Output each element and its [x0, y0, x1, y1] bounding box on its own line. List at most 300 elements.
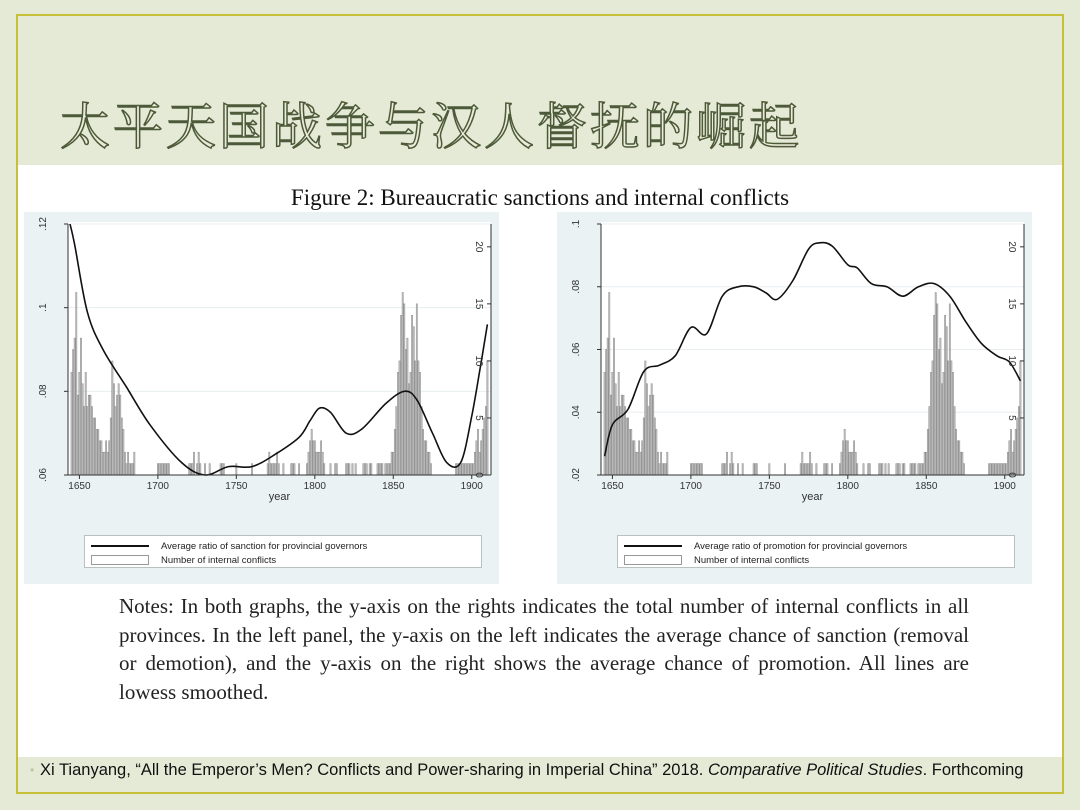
left-tick-label: .12	[38, 217, 49, 231]
conflict-bar	[879, 464, 880, 475]
conflict-bar	[77, 395, 78, 475]
conflict-bar	[118, 384, 119, 475]
conflict-bar	[404, 304, 405, 475]
left-chart-panel	[24, 212, 499, 584]
conflict-bar	[729, 464, 730, 475]
conflict-bar	[624, 407, 625, 475]
conflict-bar	[731, 452, 732, 475]
chart-legend	[617, 535, 1015, 568]
right-tick-label: 0	[1006, 472, 1017, 478]
conflict-bar	[918, 464, 919, 475]
conflict-bar	[415, 361, 416, 475]
conflict-bar	[949, 304, 950, 475]
conflict-bar	[660, 452, 661, 475]
conflict-bar	[413, 327, 414, 475]
conflict-bar	[397, 372, 398, 475]
conflict-bar	[429, 452, 430, 475]
conflict-bar	[90, 395, 91, 475]
conflict-bar	[784, 464, 785, 475]
conflict-bar	[104, 452, 105, 475]
conflict-bar	[410, 372, 411, 475]
conflict-bar	[308, 452, 309, 475]
conflict-bar	[324, 464, 325, 475]
conflict-bar	[407, 338, 408, 475]
conflict-bar	[355, 464, 356, 475]
legend-item-bars	[624, 554, 809, 566]
conflict-bar	[816, 464, 817, 475]
conflict-bar	[322, 452, 323, 475]
right-tick-label: 0	[473, 472, 484, 478]
conflict-bar	[167, 464, 168, 475]
conflict-bar	[408, 384, 409, 475]
conflict-bar	[756, 464, 757, 475]
conflict-bar	[427, 452, 428, 475]
legend-item-line	[91, 540, 367, 552]
conflict-bar	[627, 418, 628, 475]
conflict-bar	[693, 464, 694, 475]
conflict-bar	[955, 429, 956, 475]
conflict-bar	[126, 464, 127, 475]
conflict-bar	[923, 464, 924, 475]
conflict-bar	[386, 464, 387, 475]
conflict-bar	[899, 464, 900, 475]
conflict-bar	[607, 338, 608, 475]
conflict-bar	[277, 452, 278, 475]
conflict-bar	[102, 452, 103, 475]
conflict-bar	[85, 372, 86, 475]
conflict-bar	[808, 464, 809, 475]
conflict-bar	[471, 464, 472, 475]
right-tick-label: 15	[1006, 298, 1017, 310]
conflict-bar	[613, 338, 614, 475]
conflict-bar	[664, 464, 665, 475]
conflict-bar	[223, 464, 224, 475]
conflict-bar	[116, 395, 117, 475]
conflict-bar	[1015, 429, 1016, 475]
figure-area	[18, 165, 1062, 757]
promotion-chart	[557, 212, 1032, 532]
right-tick-label: 20	[1006, 241, 1017, 253]
conflict-bar	[626, 418, 627, 475]
x-tick-label: 1700	[679, 481, 703, 492]
conflict-bar	[477, 429, 478, 475]
conflict-bar	[385, 464, 386, 475]
conflict-bar	[275, 464, 276, 475]
right-chart-panel	[557, 212, 1032, 584]
conflict-bar	[701, 464, 702, 475]
conflict-bar	[1017, 418, 1018, 475]
conflict-bar	[855, 452, 856, 475]
conflict-bar	[868, 464, 869, 475]
conflict-bar	[283, 464, 284, 475]
conflict-bar	[336, 464, 337, 475]
conflict-bar	[380, 464, 381, 475]
left-tick-label: .02	[571, 468, 582, 482]
conflict-bar	[824, 464, 825, 475]
x-axis-title: year	[268, 491, 291, 503]
conflict-bar	[1010, 429, 1011, 475]
conflict-bar	[606, 350, 607, 476]
conflict-bar	[251, 464, 252, 475]
conflict-bar	[951, 361, 952, 475]
conflict-bar	[943, 372, 944, 475]
conflict-bar	[930, 372, 931, 475]
conflict-bar	[466, 464, 467, 475]
conflict-bar	[996, 464, 997, 475]
conflict-bar	[662, 464, 663, 475]
conflict-bar	[753, 464, 754, 475]
conflict-bar	[988, 464, 989, 475]
conflict-bar	[944, 315, 945, 475]
conflict-bar	[132, 464, 133, 475]
conflict-bar	[692, 464, 693, 475]
legend-label: Average ratio of promotion for provincial governors	[694, 540, 908, 552]
sanction-chart	[24, 212, 499, 532]
conflict-bar	[419, 372, 420, 475]
conflict-bar	[733, 464, 734, 475]
conflict-bar	[470, 464, 471, 475]
x-tick-label: 1650	[601, 481, 624, 492]
conflict-bar	[631, 429, 632, 475]
conflict-bar	[366, 464, 367, 475]
conflict-bar	[723, 464, 724, 475]
conflict-bar	[645, 361, 646, 475]
conflict-bar	[80, 338, 81, 475]
conflict-bar	[291, 464, 292, 475]
conflict-bar	[335, 464, 336, 475]
conflict-bar	[992, 464, 993, 475]
conflict-bar	[847, 441, 848, 475]
conflict-bar	[649, 395, 650, 475]
citation	[30, 761, 1070, 780]
conflict-bar	[737, 464, 738, 475]
chart-legend	[84, 535, 482, 568]
conflict-bar	[476, 441, 477, 475]
conflict-bar	[84, 407, 85, 475]
conflict-bar	[129, 464, 130, 475]
conflict-bar	[962, 452, 963, 475]
conflict-bar	[841, 452, 842, 475]
conflict-bar	[919, 464, 920, 475]
conflict-bar	[948, 361, 949, 475]
figure-title: Figure 2: Bureaucratic sanctions and internal conflicts	[290, 185, 790, 210]
conflict-bar	[959, 441, 960, 475]
conflict-bar	[960, 452, 961, 475]
conflict-bar	[690, 464, 691, 475]
conflict-bar	[121, 418, 122, 475]
left-tick-label: .04	[571, 405, 582, 420]
conflict-bar	[377, 464, 378, 475]
conflict-bar	[926, 452, 927, 475]
conflict-bar	[648, 407, 649, 475]
conflict-bar	[640, 452, 641, 475]
conflict-bar	[94, 418, 95, 475]
x-tick-label: 1850	[382, 481, 405, 492]
bullet-icon: •	[30, 763, 35, 777]
conflict-bar	[695, 464, 696, 475]
conflict-bar	[1014, 441, 1015, 475]
conflict-bar	[416, 304, 417, 475]
left-tick-label: .1	[38, 303, 49, 312]
conflict-bar	[995, 464, 996, 475]
conflict-bar	[990, 464, 991, 475]
conflict-bar	[659, 464, 660, 475]
conflict-bar	[957, 441, 958, 475]
legend-item-bars	[91, 554, 276, 566]
conflict-bar	[485, 407, 486, 475]
conflict-bar	[123, 429, 124, 475]
conflict-bar	[388, 464, 389, 475]
x-tick-label: 1650	[68, 481, 91, 492]
conflict-bar	[192, 464, 193, 475]
conflict-bar	[722, 464, 723, 475]
conflict-bar	[615, 384, 616, 475]
conflict-bar	[803, 464, 804, 475]
conflict-bar	[236, 464, 237, 475]
conflict-bar	[938, 350, 939, 476]
conflict-bar	[267, 464, 268, 475]
conflict-bar	[198, 452, 199, 475]
conflict-bar	[463, 464, 464, 475]
citation-journal: Comparative Political Studies	[707, 761, 923, 779]
conflict-bar	[632, 441, 633, 475]
conflict-bar	[165, 464, 166, 475]
conflict-bar	[421, 407, 422, 475]
conflict-bar	[646, 384, 647, 475]
conflict-bar	[363, 464, 364, 475]
conflict-bar	[634, 441, 635, 475]
conflict-bar	[87, 407, 88, 475]
conflict-bar	[638, 441, 639, 475]
conflict-bar	[379, 464, 380, 475]
conflict-bar	[424, 441, 425, 475]
conflict-bar	[810, 452, 811, 475]
conflict-bar	[278, 464, 279, 475]
conflict-bar	[112, 361, 113, 475]
left-tick-label: .06	[571, 342, 582, 357]
conflict-bar	[430, 464, 431, 475]
conflict-bar	[827, 464, 828, 475]
conflict-bar	[316, 452, 317, 475]
conflict-bar	[604, 372, 605, 475]
right-tick-label: 10	[473, 355, 484, 367]
conflict-bar	[831, 464, 832, 475]
right-tick-label: 15	[473, 298, 484, 310]
right-tick-label: 5	[473, 415, 484, 421]
conflict-bar	[164, 464, 165, 475]
conflict-bar	[850, 452, 851, 475]
conflict-bar	[455, 464, 456, 475]
conflict-bar	[465, 464, 466, 475]
conflict-bar	[71, 372, 72, 475]
conflict-bar	[460, 464, 461, 475]
figure-notes: Notes: In both graphs, the y-axis on the rights indicates the total number of internal conflicts in all provinces. In the left panel, the y-axis on the left indicates the average chance of sanction (removal or demotion), and the y-axis on the right shows the average chance of promotion. All lines are lowess smoothed.	[119, 594, 969, 704]
conflict-bar	[963, 464, 964, 475]
conflict-bar	[941, 384, 942, 475]
conflict-bar	[484, 418, 485, 475]
conflict-bar	[109, 441, 110, 475]
conflict-bar	[399, 361, 400, 475]
conflict-bar	[933, 315, 934, 475]
conflict-bar	[160, 464, 161, 475]
conflict-bar	[76, 292, 77, 475]
conflict-bar	[105, 441, 106, 475]
conflict-bar	[396, 407, 397, 475]
conflict-bar	[885, 464, 886, 475]
conflict-bar	[755, 464, 756, 475]
conflict-bar	[98, 429, 99, 475]
conflict-bar	[115, 407, 116, 475]
conflict-bar	[742, 464, 743, 475]
legend-label: Number of internal conflicts	[694, 554, 810, 566]
conflict-bar	[391, 452, 392, 475]
conflict-bar	[390, 464, 391, 475]
conflict-bar	[306, 464, 307, 475]
conflict-bar	[313, 441, 314, 475]
conflict-bar	[698, 464, 699, 475]
conflict-bar	[209, 464, 210, 475]
conflict-bar	[621, 395, 622, 475]
plot-area	[68, 222, 491, 475]
conflict-bar	[929, 407, 930, 475]
conflict-bar	[1003, 464, 1004, 475]
conflict-bar	[888, 464, 889, 475]
conflict-bar	[700, 464, 701, 475]
legend-bar-swatch	[91, 555, 149, 565]
conflict-bar	[897, 464, 898, 475]
x-tick-label: 1800	[836, 481, 859, 492]
conflict-bar	[462, 464, 463, 475]
slide-title: 太平天国战争与汉人督抚的崛起	[60, 98, 802, 156]
conflict-bar	[769, 464, 770, 475]
conflict-bar	[825, 464, 826, 475]
x-tick-label: 1900	[993, 481, 1016, 492]
conflict-bar	[617, 407, 618, 475]
conflict-bar	[993, 464, 994, 475]
conflict-bar	[134, 452, 135, 475]
conflict-bar	[79, 372, 80, 475]
conflict-bar	[954, 407, 955, 475]
x-axis-title: year	[801, 491, 824, 503]
conflict-bar	[629, 429, 630, 475]
conflict-bar	[270, 464, 271, 475]
conflict-bar	[657, 452, 658, 475]
conflict-bar	[940, 338, 941, 475]
conflict-bar	[369, 464, 370, 475]
conflict-bar	[618, 372, 619, 475]
conflict-bar	[623, 395, 624, 475]
legend-bar-swatch	[624, 555, 682, 565]
conflict-bar	[726, 452, 727, 475]
conflict-bar	[921, 464, 922, 475]
conflict-bar	[481, 441, 482, 475]
conflict-bar	[609, 292, 610, 475]
conflict-bar	[998, 464, 999, 475]
conflict-bar	[932, 361, 933, 475]
conflict-bar	[352, 464, 353, 475]
conflict-bar	[642, 441, 643, 475]
conflict-bar	[269, 452, 270, 475]
conflict-bar	[1018, 407, 1019, 475]
x-tick-label: 1750	[225, 481, 248, 492]
conflict-bar	[96, 429, 97, 475]
conflict-bar	[101, 441, 102, 475]
conflict-bar	[402, 292, 403, 475]
conflict-bar	[927, 429, 928, 475]
right-tick-label: 20	[473, 241, 484, 253]
conflict-bar	[844, 429, 845, 475]
conflict-bar	[913, 464, 914, 475]
legend-line-swatch	[624, 545, 682, 547]
conflict-bar	[882, 464, 883, 475]
conflict-bar	[127, 452, 128, 475]
left-tick-label: .08	[571, 279, 582, 294]
conflict-bar	[294, 464, 295, 475]
conflict-bar	[665, 464, 666, 475]
conflict-bar	[330, 464, 331, 475]
conflict-bar	[73, 350, 74, 476]
conflict-bar	[852, 452, 853, 475]
conflict-bar	[120, 395, 121, 475]
conflict-bar	[82, 384, 83, 475]
conflict-bar	[422, 429, 423, 475]
conflict-bar	[999, 464, 1000, 475]
legend-item-line	[624, 540, 907, 552]
conflict-bar	[371, 464, 372, 475]
conflict-bar	[952, 372, 953, 475]
conflict-bar	[405, 350, 406, 476]
conflict-bar	[1009, 441, 1010, 475]
conflict-bar	[935, 292, 936, 475]
conflict-bar	[314, 441, 315, 475]
conflict-bar	[849, 452, 850, 475]
conflict-bar	[910, 464, 911, 475]
conflict-bar	[802, 452, 803, 475]
conflict-bar	[162, 464, 163, 475]
conflict-bar	[915, 464, 916, 475]
conflict-bar	[654, 418, 655, 475]
conflict-bar	[839, 464, 840, 475]
x-tick-label: 1750	[758, 481, 781, 492]
conflict-bar	[1001, 464, 1002, 475]
citation-text: Xi Tianyang, “All the Emperor’s Men? Conflicts and Power-sharing in Imperial China” 2018.	[40, 761, 708, 779]
conflict-bar	[912, 464, 913, 475]
conflict-bar	[637, 452, 638, 475]
conflict-bar	[88, 395, 89, 475]
conflict-bar	[93, 418, 94, 475]
conflict-bar	[643, 418, 644, 475]
right-tick-label: 5	[1006, 415, 1017, 421]
conflict-bar	[113, 384, 114, 475]
conflict-bar	[317, 452, 318, 475]
conflict-bar	[311, 429, 312, 475]
conflict-bar	[468, 464, 469, 475]
conflict-bar	[697, 464, 698, 475]
x-tick-label: 1800	[303, 481, 326, 492]
conflict-bar	[204, 464, 205, 475]
legend-label: Number of internal conflicts	[161, 554, 277, 566]
x-tick-label: 1700	[146, 481, 170, 492]
conflict-bar	[91, 407, 92, 475]
conflict-bar	[800, 464, 801, 475]
legend-label: Average ratio of sanction for provincial governors	[161, 540, 368, 552]
legend-line-swatch	[91, 545, 149, 547]
conflict-bar	[346, 464, 347, 475]
conflict-bar	[107, 452, 108, 475]
left-tick-label: .1	[571, 219, 582, 229]
conflict-bar	[635, 452, 636, 475]
conflict-bar	[482, 429, 483, 475]
